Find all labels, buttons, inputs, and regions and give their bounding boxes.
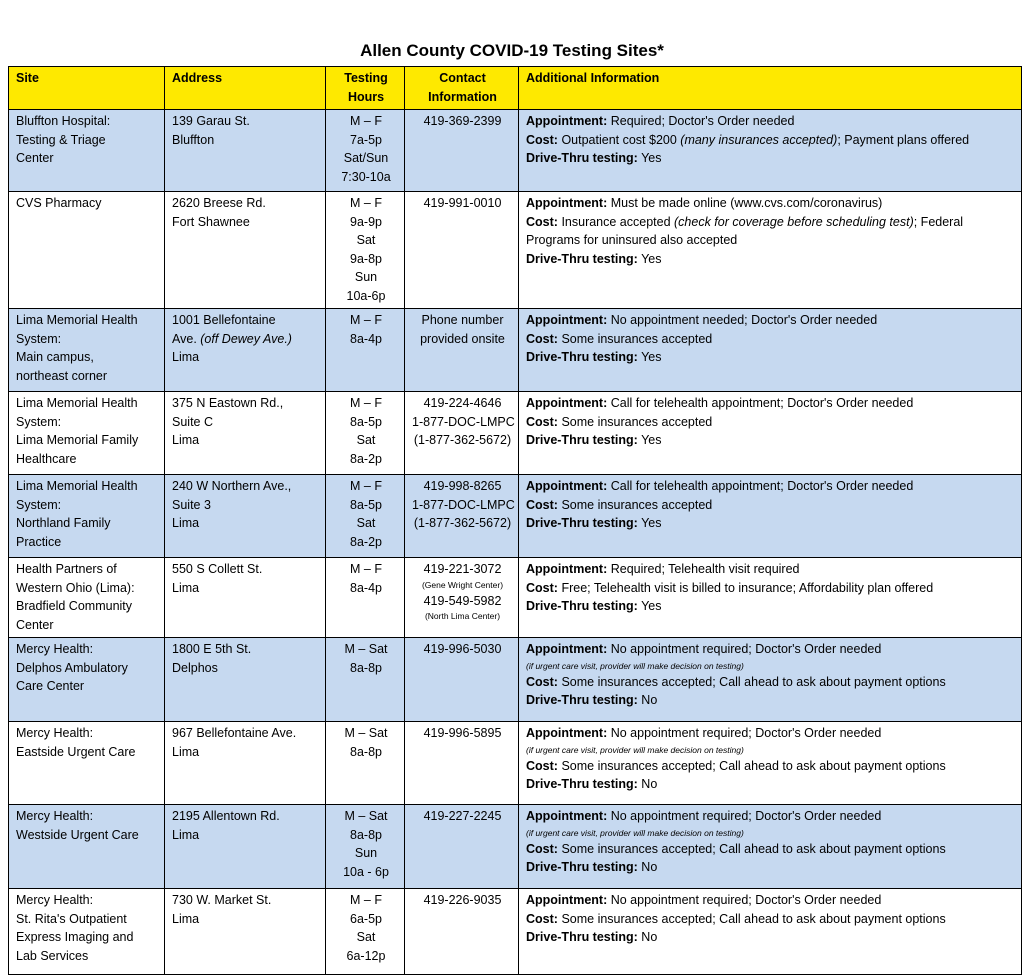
contact-cell bbox=[405, 722, 519, 805]
info-cell bbox=[519, 889, 1022, 975]
urgent-care-note: (if urgent care visit, provider will make decision on testing) bbox=[526, 744, 744, 755]
drive-thru-value: Yes bbox=[641, 151, 662, 165]
address-cell bbox=[165, 805, 326, 889]
header-site: Site bbox=[9, 67, 165, 110]
page-title: Allen County COVID-19 Testing Sites* bbox=[360, 41, 664, 60]
site-line: Center bbox=[16, 617, 54, 632]
cost-text: Outpatient cost $200 bbox=[561, 132, 681, 147]
cost-text: Some insurances accepted; Call ahead to ask about payment options bbox=[561, 758, 946, 773]
appointment-line bbox=[526, 807, 1016, 826]
hours-line: 8a-8p bbox=[350, 744, 382, 759]
site-line: Lima Memorial Family bbox=[16, 433, 139, 447]
drive-thru-line bbox=[526, 775, 1016, 794]
info-cell bbox=[519, 392, 1022, 475]
cost-text-after: ; Payment plans offered bbox=[837, 132, 970, 147]
table-row bbox=[9, 889, 1022, 975]
hours-line: M – F bbox=[350, 893, 382, 907]
cost-line bbox=[526, 496, 1016, 515]
address-cell bbox=[165, 475, 326, 558]
appointment-line bbox=[526, 394, 1016, 413]
address-line: Lima bbox=[172, 350, 200, 364]
header-contact-information bbox=[405, 67, 519, 110]
phone-number: (1-877-362-5672) bbox=[413, 433, 512, 447]
site-cell bbox=[9, 192, 165, 309]
contact-cell bbox=[405, 889, 519, 975]
appointment-label: Appointment: bbox=[526, 642, 608, 656]
address-line: Lima bbox=[172, 827, 200, 842]
address-cell bbox=[165, 110, 326, 192]
contact-line: provided onsite bbox=[420, 331, 505, 346]
address-cell bbox=[165, 392, 326, 475]
appointment-line bbox=[526, 194, 1016, 213]
cost-line bbox=[526, 757, 1016, 776]
address-italic-text: (off Dewey Ave.) bbox=[200, 331, 292, 346]
cost-label: Cost: bbox=[526, 497, 558, 512]
drive-thru-value: Yes bbox=[641, 350, 662, 364]
info-cell bbox=[519, 638, 1022, 722]
address-line: Lima bbox=[172, 516, 200, 530]
address-line: 240 W Northern Ave., bbox=[172, 479, 292, 493]
appointment-line bbox=[526, 891, 1016, 910]
drive-thru-line bbox=[526, 858, 1016, 877]
hours-cell bbox=[326, 309, 405, 392]
drive-thru-label: Drive-Thru testing: bbox=[526, 251, 638, 266]
contact-cell bbox=[405, 805, 519, 889]
phone-number: 419-996-5030 bbox=[423, 642, 502, 656]
info-cell bbox=[519, 309, 1022, 392]
phone-number: 419-991-0010 bbox=[423, 196, 502, 210]
header-contact-line-1: Contact bbox=[439, 71, 486, 85]
site-line: northeast corner bbox=[16, 368, 108, 383]
hours-line: 8a-2p bbox=[350, 534, 382, 549]
drive-thru-line bbox=[526, 348, 1016, 367]
site-line: Healthcare bbox=[16, 451, 77, 466]
appointment-label: Appointment: bbox=[526, 809, 608, 823]
phone-number: 419-226-9035 bbox=[423, 893, 502, 907]
site-line: Express Imaging and bbox=[16, 930, 134, 944]
site-line: Bluffton Hospital: bbox=[16, 114, 111, 128]
hours-cell bbox=[326, 889, 405, 975]
hours-line: M – F bbox=[350, 396, 382, 410]
cost-label: Cost: bbox=[526, 580, 558, 595]
table-row bbox=[9, 805, 1022, 889]
contact-cell bbox=[405, 638, 519, 722]
contact-cell bbox=[405, 192, 519, 309]
hours-line: Sat bbox=[356, 233, 376, 247]
info-cell bbox=[519, 722, 1022, 805]
cost-line bbox=[526, 413, 1016, 432]
cost-text: Some insurances accepted bbox=[561, 331, 713, 346]
address-line: 2620 Breese Rd. bbox=[172, 196, 266, 210]
drive-thru-value: No bbox=[641, 930, 658, 944]
address-cell bbox=[165, 558, 326, 638]
drive-thru-line bbox=[526, 928, 1016, 947]
address-line: 375 N Eastown Rd., bbox=[172, 396, 284, 410]
site-cell bbox=[9, 558, 165, 638]
site-cell bbox=[9, 110, 165, 192]
drive-thru-label: Drive-Thru testing: bbox=[526, 350, 638, 364]
address-cell bbox=[165, 722, 326, 805]
cost-italic-text: (check for coverage before scheduling test) bbox=[674, 214, 914, 229]
hours-line: 9a-8p bbox=[350, 251, 382, 266]
drive-thru-line bbox=[526, 149, 1016, 168]
appointment-text: Must be made online (www.cvs.com/coronavirus) bbox=[610, 196, 883, 210]
hours-cell bbox=[326, 192, 405, 309]
table-row bbox=[9, 192, 1022, 309]
site-cell bbox=[9, 889, 165, 975]
drive-thru-value: Yes bbox=[641, 516, 662, 530]
contact-cell bbox=[405, 110, 519, 192]
phone-number: 419-221-3072 bbox=[423, 562, 502, 576]
testing-sites-table bbox=[8, 66, 1022, 975]
appointment-line bbox=[526, 560, 1016, 579]
site-line: Practice bbox=[16, 534, 62, 549]
cost-line bbox=[526, 840, 1016, 859]
contact-cell bbox=[405, 475, 519, 558]
header-hours-line-1: Testing bbox=[344, 71, 388, 85]
address-line: 967 Bellefontaine Ave. bbox=[172, 726, 297, 740]
address-line: Lima bbox=[172, 580, 200, 595]
address-cell bbox=[165, 192, 326, 309]
hours-line: Sun bbox=[354, 270, 378, 284]
drive-thru-value: No bbox=[641, 777, 658, 791]
address-line: 2195 Allentown Rd. bbox=[172, 809, 280, 823]
hours-line: 8a-5p bbox=[350, 497, 382, 512]
cost-label: Cost: bbox=[526, 911, 558, 926]
address-line: Suite 3 bbox=[172, 497, 211, 512]
site-cell bbox=[9, 722, 165, 805]
appointment-text: No appointment needed; Doctor's Order needed bbox=[610, 313, 878, 327]
address-cell bbox=[165, 638, 326, 722]
table-row bbox=[9, 392, 1022, 475]
hours-line: Sat bbox=[356, 930, 376, 944]
site-cell bbox=[9, 392, 165, 475]
site-line: Center bbox=[16, 151, 54, 165]
address-line bbox=[172, 330, 320, 349]
site-line: Lima Memorial Health bbox=[16, 479, 138, 493]
contact-cell bbox=[405, 309, 519, 392]
hours-line: Sat bbox=[356, 433, 376, 447]
appointment-text: No appointment required; Doctor's Order needed bbox=[610, 893, 882, 907]
header-additional-information: Additional Information bbox=[519, 67, 1022, 110]
hours-cell bbox=[326, 805, 405, 889]
appointment-label: Appointment: bbox=[526, 114, 608, 128]
cost-line bbox=[526, 579, 1016, 598]
appointment-text: Required; Telehealth visit required bbox=[610, 562, 800, 576]
phone-number: 419-224-4646 bbox=[423, 396, 502, 410]
hours-line: 7:30-10a bbox=[341, 169, 391, 184]
phone-number: 1-877-DOC-LMPC bbox=[412, 414, 515, 429]
drive-thru-label: Drive-Thru testing: bbox=[526, 860, 638, 874]
site-line: Main campus, bbox=[16, 350, 94, 364]
site-line: Mercy Health: bbox=[16, 642, 94, 656]
phone-number: 419-996-5895 bbox=[423, 726, 502, 740]
site-line: System: bbox=[16, 331, 62, 346]
appointment-label: Appointment: bbox=[526, 479, 608, 493]
contact-cell bbox=[405, 392, 519, 475]
address-line: 730 W. Market St. bbox=[172, 893, 272, 907]
appointment-label: Appointment: bbox=[526, 893, 608, 907]
cost-label: Cost: bbox=[526, 331, 558, 346]
address-line: 1001 Bellefontaine bbox=[172, 313, 276, 327]
address-line: Lima bbox=[172, 433, 200, 447]
header-contact-line-2: Information bbox=[428, 90, 497, 104]
drive-thru-value: Yes bbox=[641, 251, 662, 266]
hours-line: M – Sat bbox=[344, 726, 388, 740]
hours-line: M – F bbox=[350, 313, 382, 327]
urgent-care-note: (if urgent care visit, provider will make decision on testing) bbox=[526, 827, 744, 838]
appointment-label: Appointment: bbox=[526, 562, 608, 576]
drive-thru-line bbox=[526, 250, 1016, 269]
cost-text: Free; Telehealth visit is billed to insurance; Affordability plan offered bbox=[561, 580, 934, 595]
location-note: (North Lima Center) bbox=[424, 611, 501, 621]
urgent-care-note: (if urgent care visit, provider will make decision on testing) bbox=[526, 660, 744, 671]
address-line: Fort Shawnee bbox=[172, 214, 250, 229]
drive-thru-value: No bbox=[641, 860, 658, 874]
hours-line: 6a-5p bbox=[350, 911, 382, 926]
site-line: St. Rita's Outpatient bbox=[16, 911, 127, 926]
hours-cell bbox=[326, 722, 405, 805]
cost-line bbox=[526, 910, 1016, 929]
info-cell bbox=[519, 110, 1022, 192]
site-line: Mercy Health: bbox=[16, 893, 94, 907]
appointment-label: Appointment: bbox=[526, 726, 608, 740]
site-line: Bradfield Community bbox=[16, 599, 133, 613]
hours-line: M – F bbox=[350, 562, 382, 576]
site-line: Lab Services bbox=[16, 948, 89, 963]
appointment-line bbox=[526, 311, 1016, 330]
cost-label: Cost: bbox=[526, 214, 558, 229]
address-text: Ave. bbox=[172, 331, 201, 346]
drive-thru-value: No bbox=[641, 693, 658, 707]
hours-line: M – F bbox=[350, 196, 382, 210]
drive-thru-label: Drive-Thru testing: bbox=[526, 151, 638, 165]
cost-label: Cost: bbox=[526, 841, 558, 856]
address-line: Suite C bbox=[172, 414, 213, 429]
site-cell bbox=[9, 638, 165, 722]
cost-text-after: ; Federal Programs for uninsured also accepted bbox=[526, 214, 964, 247]
hours-line: 8a-4p bbox=[350, 580, 382, 595]
cost-text: Some insurances accepted; Call ahead to ask about payment options bbox=[561, 841, 946, 856]
hours-line: 9a-9p bbox=[350, 214, 382, 229]
drive-thru-line bbox=[526, 691, 1016, 710]
cost-label: Cost: bbox=[526, 414, 558, 429]
drive-thru-line bbox=[526, 514, 1016, 533]
hours-line: 10a - 6p bbox=[343, 864, 389, 879]
cost-line bbox=[526, 213, 1016, 250]
hours-line: 8a-2p bbox=[350, 451, 382, 466]
drive-thru-value: Yes bbox=[641, 599, 662, 613]
address-line: Lima bbox=[172, 744, 200, 759]
phone-number: 1-877-DOC-LMPC bbox=[412, 497, 515, 512]
info-cell bbox=[519, 558, 1022, 638]
drive-thru-value: Yes bbox=[641, 433, 662, 447]
appointment-line bbox=[526, 640, 1016, 659]
phone-number: 419-998-8265 bbox=[423, 479, 502, 493]
info-cell bbox=[519, 805, 1022, 889]
hours-line: Sat bbox=[356, 516, 376, 530]
drive-thru-label: Drive-Thru testing: bbox=[526, 433, 638, 447]
hours-line: M – F bbox=[350, 479, 382, 493]
drive-thru-label: Drive-Thru testing: bbox=[526, 777, 638, 791]
cost-label: Cost: bbox=[526, 132, 558, 147]
info-cell bbox=[519, 475, 1022, 558]
site-line: Lima Memorial Health bbox=[16, 396, 138, 410]
hours-line: 8a-4p bbox=[350, 331, 382, 346]
phone-number: 419-369-2399 bbox=[423, 114, 502, 128]
appointment-line bbox=[526, 724, 1016, 743]
site-cell bbox=[9, 309, 165, 392]
address-line: Bluffton bbox=[172, 132, 215, 147]
address-line: 1800 E 5th St. bbox=[172, 642, 252, 656]
appointment-line bbox=[526, 477, 1016, 496]
header-hours-line-2: Hours bbox=[347, 90, 385, 104]
table-row bbox=[9, 309, 1022, 392]
hours-line: Sat/Sun bbox=[343, 151, 389, 165]
hours-line: M – Sat bbox=[344, 809, 388, 823]
site-line: System: bbox=[16, 497, 62, 512]
hours-line: M – Sat bbox=[344, 642, 388, 656]
cost-text: Some insurances accepted; Call ahead to ask about payment options bbox=[561, 911, 946, 926]
cost-text: Some insurances accepted; Call ahead to ask about payment options bbox=[561, 674, 946, 689]
appointment-label: Appointment: bbox=[526, 396, 608, 410]
appointment-text: No appointment required; Doctor's Order needed bbox=[610, 642, 882, 656]
table-header-row bbox=[9, 67, 1022, 110]
cost-text: Some insurances accepted bbox=[561, 414, 713, 429]
cost-line bbox=[526, 330, 1016, 349]
cost-label: Cost: bbox=[526, 674, 558, 689]
phone-number: (1-877-362-5672) bbox=[413, 516, 512, 530]
table-row bbox=[9, 722, 1022, 805]
hours-cell bbox=[326, 475, 405, 558]
address-line: 139 Garau St. bbox=[172, 114, 250, 128]
site-line: Care Center bbox=[16, 679, 85, 693]
site-line: Northland Family bbox=[16, 516, 111, 530]
appointment-label: Appointment: bbox=[526, 196, 608, 210]
drive-thru-line bbox=[526, 431, 1016, 450]
hours-cell bbox=[326, 392, 405, 475]
address-line: 550 S Collett St. bbox=[172, 562, 263, 576]
appointment-line bbox=[526, 112, 1016, 131]
cost-label: Cost: bbox=[526, 758, 558, 773]
site-line: Delphos Ambulatory bbox=[16, 660, 128, 675]
address-cell bbox=[165, 309, 326, 392]
hours-cell bbox=[326, 110, 405, 192]
header-testing-hours bbox=[326, 67, 405, 110]
location-note: (Gene Wright Center) bbox=[421, 579, 504, 590]
appointment-label: Appointment: bbox=[526, 313, 608, 327]
hours-cell bbox=[326, 638, 405, 722]
contact-line: Phone number bbox=[421, 313, 504, 327]
address-line: Delphos bbox=[172, 660, 218, 675]
cost-text: Insurance accepted bbox=[561, 214, 675, 229]
hours-line: M – F bbox=[350, 114, 382, 128]
appointment-text: No appointment required; Doctor's Order needed bbox=[610, 809, 882, 823]
site-line: Westside Urgent Care bbox=[16, 827, 139, 842]
hours-line: 10a-6p bbox=[346, 288, 386, 303]
site-line: Mercy Health: bbox=[16, 809, 94, 823]
table-row bbox=[9, 475, 1022, 558]
table-row bbox=[9, 638, 1022, 722]
hours-line: 8a-8p bbox=[350, 660, 382, 675]
hours-line: 6a-12p bbox=[346, 948, 386, 963]
appointment-text: Call for telehealth appointment; Doctor's Order needed bbox=[610, 479, 914, 493]
appointment-text: No appointment required; Doctor's Order needed bbox=[610, 726, 882, 740]
contact-cell bbox=[405, 558, 519, 638]
drive-thru-label: Drive-Thru testing: bbox=[526, 930, 638, 944]
cost-line bbox=[526, 131, 1016, 150]
address-cell bbox=[165, 889, 326, 975]
table-row bbox=[9, 110, 1022, 192]
site-line: Lima Memorial Health bbox=[16, 313, 138, 327]
hours-line: Sun bbox=[354, 846, 378, 860]
hours-line: 8a-5p bbox=[350, 414, 382, 429]
table-row bbox=[9, 558, 1022, 638]
appointment-text: Required; Doctor's Order needed bbox=[610, 114, 795, 128]
hours-cell bbox=[326, 558, 405, 638]
site-line: Eastside Urgent Care bbox=[16, 744, 136, 759]
cost-text: Some insurances accepted bbox=[561, 497, 713, 512]
drive-thru-label: Drive-Thru testing: bbox=[526, 516, 638, 530]
drive-thru-label: Drive-Thru testing: bbox=[526, 599, 638, 613]
site-line: Health Partners of bbox=[16, 562, 117, 576]
site-cell bbox=[9, 475, 165, 558]
drive-thru-line bbox=[526, 597, 1016, 616]
site-line: Testing & Triage bbox=[16, 132, 106, 147]
appointment-text: Call for telehealth appointment; Doctor's Order needed bbox=[610, 396, 914, 410]
header-address: Address bbox=[165, 67, 326, 110]
hours-line: 7a-5p bbox=[350, 132, 382, 147]
phone-number: 419-549-5982 bbox=[423, 593, 502, 608]
site-line: Western Ohio (Lima): bbox=[16, 580, 135, 595]
address-line: Lima bbox=[172, 911, 200, 926]
site-line: Mercy Health: bbox=[16, 726, 94, 740]
drive-thru-label: Drive-Thru testing: bbox=[526, 693, 638, 707]
cost-line bbox=[526, 673, 1016, 692]
site-line: CVS Pharmacy bbox=[16, 196, 102, 210]
hours-line: 8a-8p bbox=[350, 827, 382, 842]
cost-italic-text: (many insurances accepted) bbox=[680, 132, 838, 147]
phone-number: 419-227-2245 bbox=[423, 809, 502, 823]
site-cell bbox=[9, 805, 165, 889]
site-line: System: bbox=[16, 414, 62, 429]
info-cell bbox=[519, 192, 1022, 309]
